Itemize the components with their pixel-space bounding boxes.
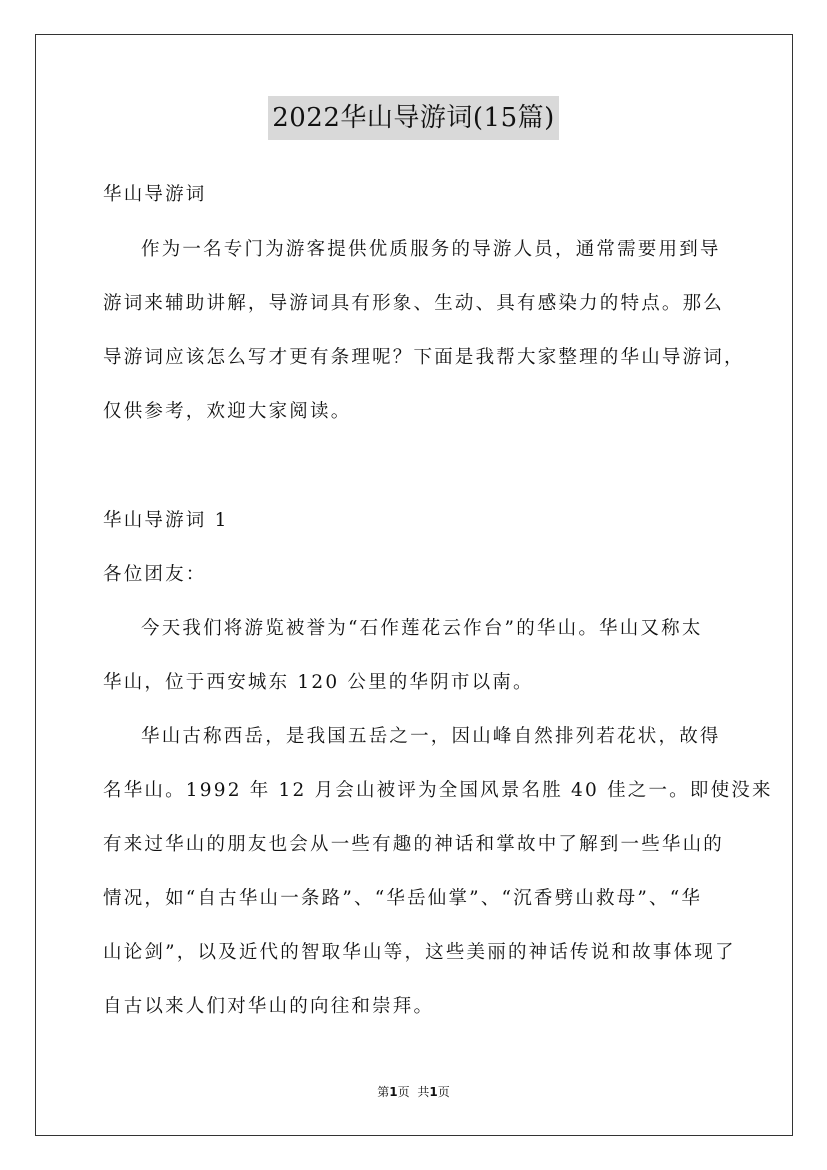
document-title: 2022华山导游词(15篇) xyxy=(268,96,559,140)
paragraph-line: 今天我们将游览被誉为“石作莲花云作台”的华山。华山又称太 xyxy=(141,618,703,639)
page-number: 1 xyxy=(389,1085,398,1099)
paragraph-line: 山论剑”，以及近代的智取华山等，这些美丽的神话传说和故事体现了 xyxy=(103,942,736,963)
paragraph-line: 仅供参考，欢迎大家阅读。 xyxy=(103,401,352,422)
paragraph-line: 情况，如“自古华山一条路”、“华岳仙掌”、“沉香劈山救母”、“华 xyxy=(103,888,703,909)
paragraph-line: 作为一名专门为游客提供优质服务的导游人员，通常需要用到导 xyxy=(141,239,721,260)
paragraph-line: 游词来辅助讲解，导游词具有形象、生动、具有感染力的特点。那么 xyxy=(103,293,725,314)
total-suffix: 页 xyxy=(437,1085,450,1099)
total-pages: 1 xyxy=(429,1085,438,1099)
page-suffix: 页 xyxy=(397,1085,410,1099)
section-heading: 华山导游词 1 xyxy=(103,510,229,531)
paragraph-line: 有来过华山的朋友也会从一些有趣的神话和掌故中了解到一些华山的 xyxy=(103,834,725,855)
greeting-line: 各位团友： xyxy=(103,564,207,585)
paragraph-line: 自古以来人们对华山的向往和崇拜。 xyxy=(103,996,435,1017)
paragraph-line: 导游词应该怎么写才更有条理呢？下面是我帮大家整理的华山导游词， xyxy=(103,347,745,368)
section-heading: 华山导游词 xyxy=(103,184,207,205)
page-footer xyxy=(0,1083,827,1100)
total-prefix: 共 xyxy=(417,1085,430,1099)
paragraph-line: 名华山。1992 年 12 月会山被评为全国风景名胜 40 佳之一。即使没来 xyxy=(103,780,773,801)
page-prefix: 第 xyxy=(377,1085,390,1099)
paragraph-line: 华山，位于西安城东 120 公里的华阴市以南。 xyxy=(103,672,534,693)
title-block xyxy=(0,96,827,140)
paragraph-line: 华山古称西岳，是我国五岳之一，因山峰自然排列若花状，故得 xyxy=(141,726,721,747)
